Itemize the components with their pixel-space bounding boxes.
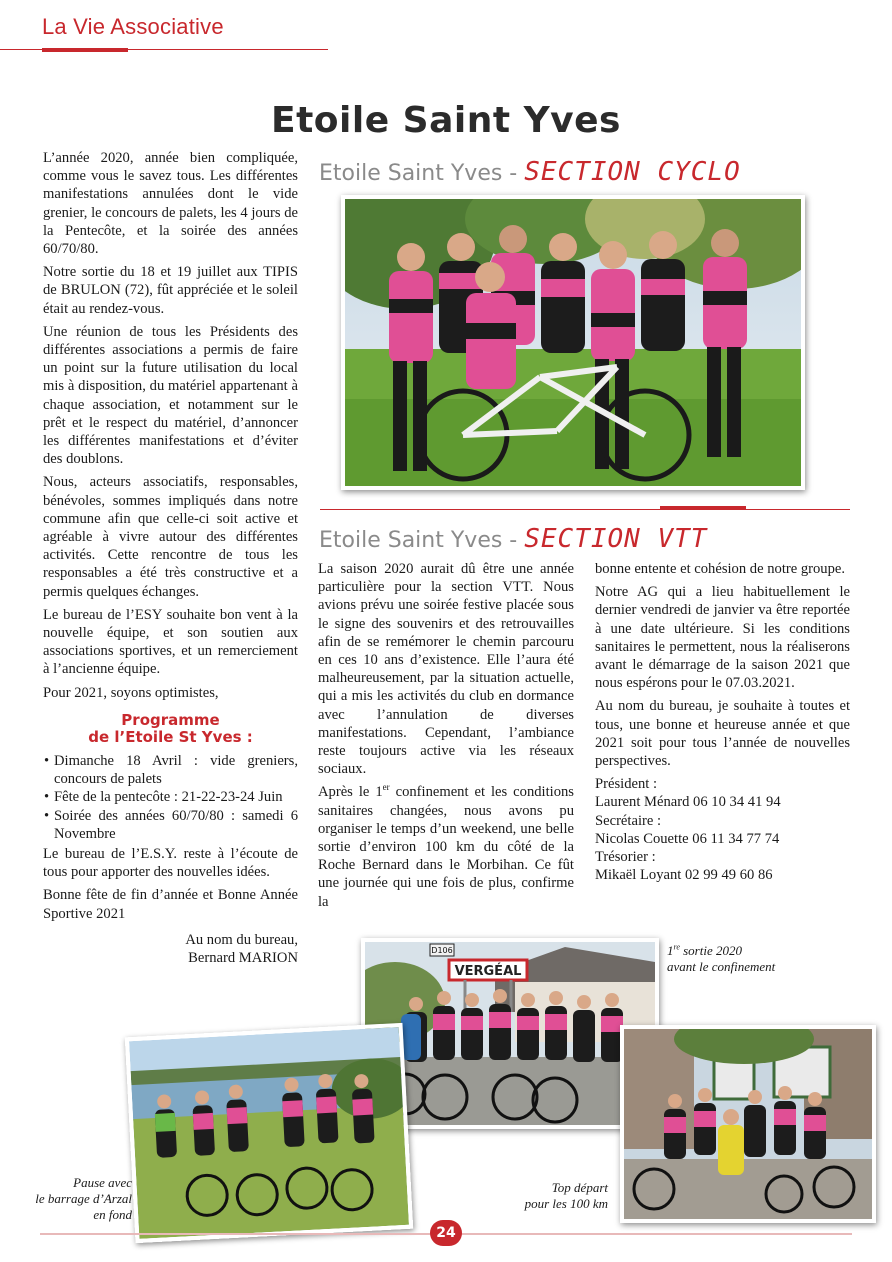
signature-line1: Au nom du bureau,: [185, 931, 298, 948]
caption-ordinal: 1: [667, 943, 674, 958]
program-title-line1: Programme: [121, 710, 220, 729]
caption-line: pour les 100 km: [524, 1196, 608, 1211]
left-paragraph: Notre sortie du 18 et 19 juillet aux TIPIS de BRULON (72), fût appréciée et le soleil était au rendez-vous.: [43, 264, 298, 317]
caption-ordinal-sup: re: [673, 942, 680, 952]
caption-line: [667, 943, 807, 959]
program-item: • Dimanche 18 Avril : vide greniers, concours de palets: [54, 752, 298, 788]
caption-line: Top départ: [551, 1180, 608, 1195]
vtt-paragraph: bonne entente et cohésion de notre groupe.: [595, 561, 846, 577]
caption-first-ride: [667, 943, 807, 975]
cyclo-group-photo: [341, 195, 805, 490]
caption-line: le barrage d’Arzal: [35, 1191, 132, 1206]
vtt-column-1: [318, 560, 574, 916]
cyclo-subtitle: [319, 157, 741, 187]
cyclo-photo-illustration: [345, 199, 801, 486]
section-label: La Vie Associative: [42, 14, 224, 39]
section-divider-accent: [660, 506, 746, 510]
program-title: [43, 712, 298, 746]
vtt-paragraph: [318, 783, 574, 910]
caption-arzal: [22, 1175, 132, 1223]
program-list: [43, 752, 298, 843]
vtt-paragraph-rest: confinement et les conditions sanitaires changées, nous avons pu organiser le temps d’un weekend, une belle sortie d’environ 100 km du côté de la Roche Bernard dans le Morbihan. Ce fût une journée qui une fois de plus, confirme la: [318, 784, 574, 910]
program-item: • Fête de la pentecôte : 21-22-23-24 Juin: [54, 788, 298, 806]
contact-line: Laurent Ménard 06 10 34 41 94: [595, 794, 781, 811]
caption-line: avant le confinement: [667, 959, 776, 974]
contact-line: Mikaël Loyant 02 99 49 60 86: [595, 867, 773, 884]
left-paragraph: Nous, acteurs associatifs, responsables, bénévoles, sommes impliqués dans notre commune afin que celle-ci soit active et agréable à vivre autour des différentes activités. Cette rencontre de tous les responsables a été très constructive et a permis quelques échanges.: [43, 474, 298, 600]
contact-line: Nicolas Couette 06 11 34 77 74: [595, 830, 780, 847]
page-number: 24: [430, 1220, 462, 1246]
header-accent-bar: [42, 48, 128, 52]
vtt-subtitle-accent: SECTION VTT: [524, 524, 708, 554]
left-column: [43, 149, 298, 967]
caption-start: [500, 1180, 608, 1212]
vtt-paragraph: Au nom du bureau, je souhaite à toutes et tous, une bonne et heureuse année et que 2021 soit pour tous l’année de nouvelles perspectives.: [595, 698, 850, 770]
page-title: Etoile Saint Yves: [271, 100, 621, 141]
caption-line: en fond: [93, 1207, 132, 1222]
caption-text: sortie 2020: [679, 943, 742, 958]
contacts-block: [595, 775, 850, 884]
program-item: • Soirée des années 60/70/80 : samedi 6 Novembre: [54, 807, 298, 843]
cyclo-subtitle-accent: SECTION CYCLO: [524, 157, 741, 187]
vtt-paragraph-start: Après le 1: [318, 784, 383, 801]
contact-role: Secrétaire :: [595, 812, 662, 829]
program-title-line2: de l’Etoile St Yves :: [88, 727, 253, 746]
start-group-photo: [620, 1025, 876, 1223]
left-paragraph: Le bureau de l’E.S.Y. reste à l’écoute de tous pour apporter des nouvelles idées.: [43, 845, 298, 881]
left-paragraph: L’année 2020, année bien compliquée, comme vous le savez tous. Les différentes manifestations annulées dont le vide grenier, le concours de palets, les 4 jours de la Pentecôte, et la soirée des années 60/70/80.: [43, 150, 298, 258]
signature-line2: Bernard MARION: [188, 949, 298, 966]
arzal-photo-illustration: [129, 1027, 409, 1239]
vtt-subtitle: [319, 524, 707, 554]
vtt-paragraph: Notre AG qui a lieu habituellement le dernier vendredi de janvier va être reportée à une date ultérieure. Si les conditions sanitaires le permettent, nous la réaliserons avant le démarrage de la saison 2021 que nous espérons pour le 07.03.2021.: [595, 584, 850, 692]
contact-role: Président :: [595, 776, 658, 793]
left-paragraph: Une réunion de tous les Présidents des différentes associations a permis de faire un point sur la future utilisation du local mis à disposition, du matériel appartenant à chaque association, et notamment sur le prêt et le respect du matériel, d’annoncer les différentes manifestations et d’éviter des doublons.: [43, 323, 298, 468]
vtt-paragraph: La saison 2020 aurait dû être une année particulière pour la section VTT. Nous avions prévu une soirée festive placée sous le signe des souvenirs et des retrouvailles afin de se remémorer le chemin parcouru en ces 10 ans d’existence. Elle l’aura été malheureusement, par la situation actuelle, qui a mis les activités du club en dormance avec l’annulation de diverses manifestations. Cependant, l’ambiance reste toujours active via les réseaux sociaux.: [318, 561, 574, 778]
signature: [43, 931, 298, 967]
town-sign-text: VERGÉAL: [454, 964, 522, 979]
contact-role: Trésorier :: [595, 849, 656, 866]
arzal-dam-photo: [125, 1023, 413, 1243]
cyclo-subtitle-prefix: Etoile Saint Yves -: [319, 161, 518, 186]
caption-line: Pause avec: [73, 1175, 132, 1190]
left-paragraph: Le bureau de l’ESY souhaite bon vent à la nouvelle équipe, et son soutien aux associations sportives, et un remerciement à l’ancienne équipe.: [43, 606, 298, 678]
left-paragraph: Bonne fête de fin d’année et Bonne Année Sportive 2021: [43, 887, 298, 922]
section-divider: [320, 509, 850, 510]
vtt-column-2: [595, 560, 850, 884]
vtt-subtitle-prefix: Etoile Saint Yves -: [319, 528, 518, 553]
start-photo-illustration: [624, 1029, 872, 1219]
road-sign-text: D106: [431, 946, 453, 955]
vergeal-photo-illustration: [365, 942, 655, 1125]
vtt-ordinal-sup: er: [382, 782, 390, 793]
left-paragraph: Pour 2021, soyons optimistes,: [43, 684, 219, 701]
